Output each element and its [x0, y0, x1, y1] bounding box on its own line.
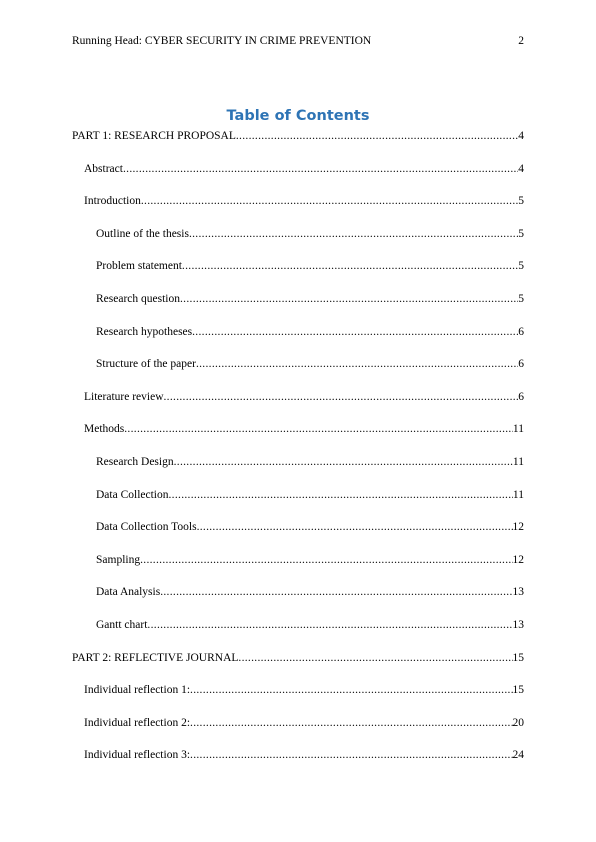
toc-entry-label: Sampling	[96, 553, 141, 566]
toc-entry-page: 15	[512, 684, 524, 697]
toc-entry[interactable]	[72, 683, 524, 716]
toc-entry-page: 6	[518, 390, 524, 403]
toc-entry[interactable]	[72, 292, 524, 325]
toc-dot-leader	[140, 553, 512, 567]
page-number: 2	[518, 35, 524, 47]
toc-entry-page: 6	[518, 325, 524, 338]
toc-dot-leader	[147, 618, 512, 632]
toc-entry[interactable]	[72, 716, 524, 749]
toc-entry-label: Research Design	[96, 455, 174, 468]
toc-entry-page: 6	[518, 358, 524, 371]
toc-entry[interactable]	[72, 618, 524, 651]
toc-entry[interactable]	[72, 520, 524, 553]
toc-dot-leader	[236, 129, 518, 143]
toc-entry-label: Abstract	[84, 162, 123, 175]
toc-entry-label: Data Collection	[96, 488, 169, 501]
toc-dot-leader	[174, 455, 513, 469]
toc-entry[interactable]	[72, 455, 524, 488]
toc-entry-label: Introduction	[84, 195, 141, 208]
toc-entry[interactable]	[72, 162, 524, 195]
toc-entry-label: Individual reflection 1:	[84, 684, 191, 697]
toc-dot-leader	[196, 357, 518, 371]
toc-entry-page: 5	[518, 195, 524, 208]
toc-entry[interactable]	[72, 422, 524, 455]
toc-entry-page: 11	[512, 488, 524, 501]
toc-entry-label: Literature review	[84, 390, 164, 403]
toc-entry[interactable]	[72, 194, 524, 227]
toc-dot-leader	[238, 651, 512, 665]
toc-entry-page: 20	[512, 716, 524, 729]
toc-entry-page: 15	[512, 651, 524, 664]
toc-dot-leader	[190, 716, 512, 730]
toc-entry-label: Individual reflection 3:	[84, 749, 191, 762]
toc-entry-page: 24	[512, 749, 524, 762]
toc-dot-leader	[189, 227, 518, 241]
table-of-contents	[72, 129, 524, 781]
toc-dot-leader	[141, 194, 518, 208]
toc-dot-leader	[182, 259, 518, 273]
toc-entry[interactable]	[72, 129, 524, 162]
toc-entry-label: Methods	[84, 423, 125, 436]
toc-entry-label: PART 1: RESEARCH PROPOSAL	[72, 130, 236, 142]
toc-entry-label: Structure of the paper	[96, 358, 196, 371]
toc-entry[interactable]	[72, 488, 524, 521]
toc-dot-leader	[164, 390, 519, 404]
toc-entry[interactable]	[72, 390, 524, 423]
toc-entry[interactable]	[72, 357, 524, 390]
toc-entry[interactable]	[72, 585, 524, 618]
toc-entry-label: PART 2: REFLECTIVE JOURNAL	[72, 651, 239, 664]
toc-entry-page: 13	[512, 618, 524, 631]
toc-entry-page: 5	[518, 292, 524, 305]
toc-dot-leader	[192, 325, 518, 339]
toc-entry-label: Problem statement	[96, 260, 182, 273]
toc-entry-label: Data Collection Tools	[96, 521, 197, 534]
toc-entry-page: 11	[512, 423, 524, 436]
toc-entry-label: Gantt chart	[96, 618, 148, 631]
toc-entry-page: 4	[518, 162, 524, 175]
toc-title: Table of Contents	[226, 108, 370, 124]
running-head: Running Head: CYBER SECURITY IN CRIME PREVENTION	[72, 35, 372, 47]
toc-dot-leader	[124, 422, 513, 436]
toc-entry[interactable]	[72, 553, 524, 586]
toc-entry-page: 12	[512, 553, 524, 566]
toc-dot-leader	[190, 748, 512, 762]
toc-entry-page: 5	[518, 260, 524, 273]
toc-entry-page: 11	[512, 455, 524, 468]
toc-entry-label: Outline of the thesis	[96, 227, 189, 240]
page-header	[72, 35, 524, 51]
toc-entry-label: Individual reflection 2:	[84, 716, 191, 729]
toc-entry[interactable]	[72, 227, 524, 260]
toc-entry[interactable]	[72, 748, 524, 781]
toc-dot-leader	[169, 488, 513, 502]
toc-entry[interactable]	[72, 259, 524, 292]
toc-entry-label: Data Analysis	[96, 586, 161, 599]
toc-entry-page: 5	[518, 227, 524, 240]
toc-entry[interactable]	[72, 325, 524, 358]
toc-entry-label: Research question	[96, 292, 180, 305]
toc-dot-leader	[123, 162, 518, 176]
toc-entry-page: 4	[518, 130, 524, 142]
toc-entry-label: Research hypotheses	[96, 325, 193, 338]
toc-entry-page: 13	[512, 586, 524, 599]
toc-dot-leader	[197, 520, 513, 534]
toc-entry[interactable]	[72, 651, 524, 684]
toc-entry-page: 12	[512, 521, 524, 534]
toc-dot-leader	[190, 683, 512, 697]
toc-dot-leader	[160, 585, 512, 599]
toc-dot-leader	[180, 292, 518, 306]
